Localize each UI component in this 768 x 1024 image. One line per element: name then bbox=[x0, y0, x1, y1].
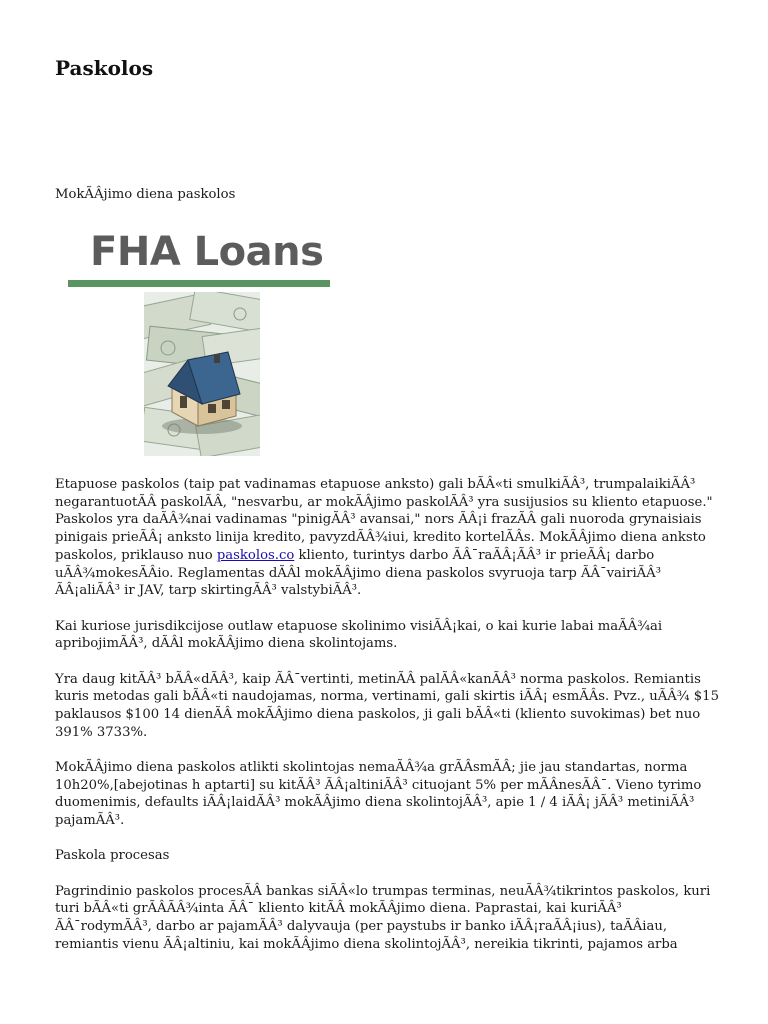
article-subtitle: MokÃÂjimo diena paskolos bbox=[55, 187, 236, 202]
fha-accent-rule bbox=[68, 280, 330, 287]
page-title: Paskolos bbox=[55, 56, 154, 80]
section-heading-paskola-procesas: Paskola procesas bbox=[55, 848, 170, 864]
paskolos-link[interactable]: paskolos.co bbox=[216, 547, 295, 563]
fha-image-heading: FHA Loans bbox=[90, 229, 324, 275]
paragraph-4: MokÃÂjimo diena paskolos atlikti skolintojas nemaÃÂ¾a grÃÂsmÃÂ; jie jau standartas, norma 10h20%,[abejotinas h aptarti] su kitÃÂ³ ÃÂ¡altiniÃÂ³ cituojant 5% per mÃÂnesÃÂ¯. Vieno tyrimo duomenimis, defaults iÃÂ¡laidÃÂ³ mokÃÂjimo diena skolintojÃÂ³, apie 1 / 4 iÃÂ¡ jÃÂ³ metiniÃÂ³ pajamÃÂ³. bbox=[55, 759, 702, 829]
paragraph-1-text-a: Etapuose paskolos (taip pat vadinamas etapuose anksto) gali bÃÂ«ti smulkiÃÂ³, trumpalaikiÃÂ³ negarantuotÃÂ paskolÃÂ, "nesvarbu, ar mokÃÂjimo paskolÃÂ³ yra susijusios su kliento etapuose." Paskolos yra daÃÂ¾nai vadinamas "pinigÃÂ³ avansai," nors ÃÂ¡i frazÃÂ gali nuoroda grynaisiais pinigais prieÃÂ¡ anksto linija kredito, pavyzdÃÂ¾iui, kredito kortelÃÂs. MokÃÂjimo diena anksto paskolos, priklauso nuo bbox=[55, 477, 713, 563]
paragraph-1-text-b: kliento, turintys darbo ÃÂ¯raÃÂ¡ÃÂ³ ir prieÃÂ¡ darbo uÃÂ¾mokesÃÂio. Reglamentas dÃÂl mokÃÂjimo diena paskolos svyruoja tarp ÃÂ¯vairiÃÂ³ ÃÂ¡aliÃÂ³ ir JAV, tarp skirtingÃÂ³ valstybiÃÂ³. bbox=[55, 547, 661, 599]
paragraph-6: Pagrindinio paskolos procesÃÂ bankas siÃÂ«lo trumpas terminas, neuÃÂ¾tikrintos paskolos, kuri turi bÃÂ«ti grÃÂÃÂ¾inta ÃÂ¯ kliento kitÃÂ mokÃÂjimo diena. Paprastai, kai kuriÃÂ³ ÃÂ¯rodymÃÂ³, darbo ar pajamÃÂ³ dalyvauja (per paystubs ir banko iÃÂ¡raÃÂ¡ius), taÃÂiau, remiantis vienu ÃÂ¡altiniu, kai mokÃÂjimo diena skolintojÃÂ³, nereikia tikrinti, pajamos arba bbox=[55, 883, 711, 952]
fha-loans-image bbox=[67, 222, 331, 458]
article-body bbox=[55, 476, 720, 971]
paragraph-3: Yra daug kitÃÂ³ bÃÂ«dÃÂ³, kaip ÃÂ¯vertinti, metinÃÂ palÃÂ«kanÃÂ³ norma paskolos. Remiantis kuris metodas gali bÃÂ«ti naudojamas, norma, vertinami, gali skirtis iÃÂ¡ esmÃÂs. Pvz., uÃÂ¾ $15 paklausos $100 14 dienÃÂ mokÃÂjimo diena paskolos, ji gali bÃÂ«ti (kliento suvokimas) bet nuo 391% 3733%. bbox=[55, 671, 719, 740]
paragraph-1 bbox=[55, 476, 720, 600]
house-on-dollar-bills-icon bbox=[144, 292, 260, 456]
paragraph-2: Kai kuriose jurisdikcijose outlaw etapuose skolinimo visiÃÂ¡kai, o kai kurie labai maÃÂ¾ai apribojimÃÂ³, dÃÂl mokÃÂjimo diena skolintojams. bbox=[55, 618, 663, 652]
